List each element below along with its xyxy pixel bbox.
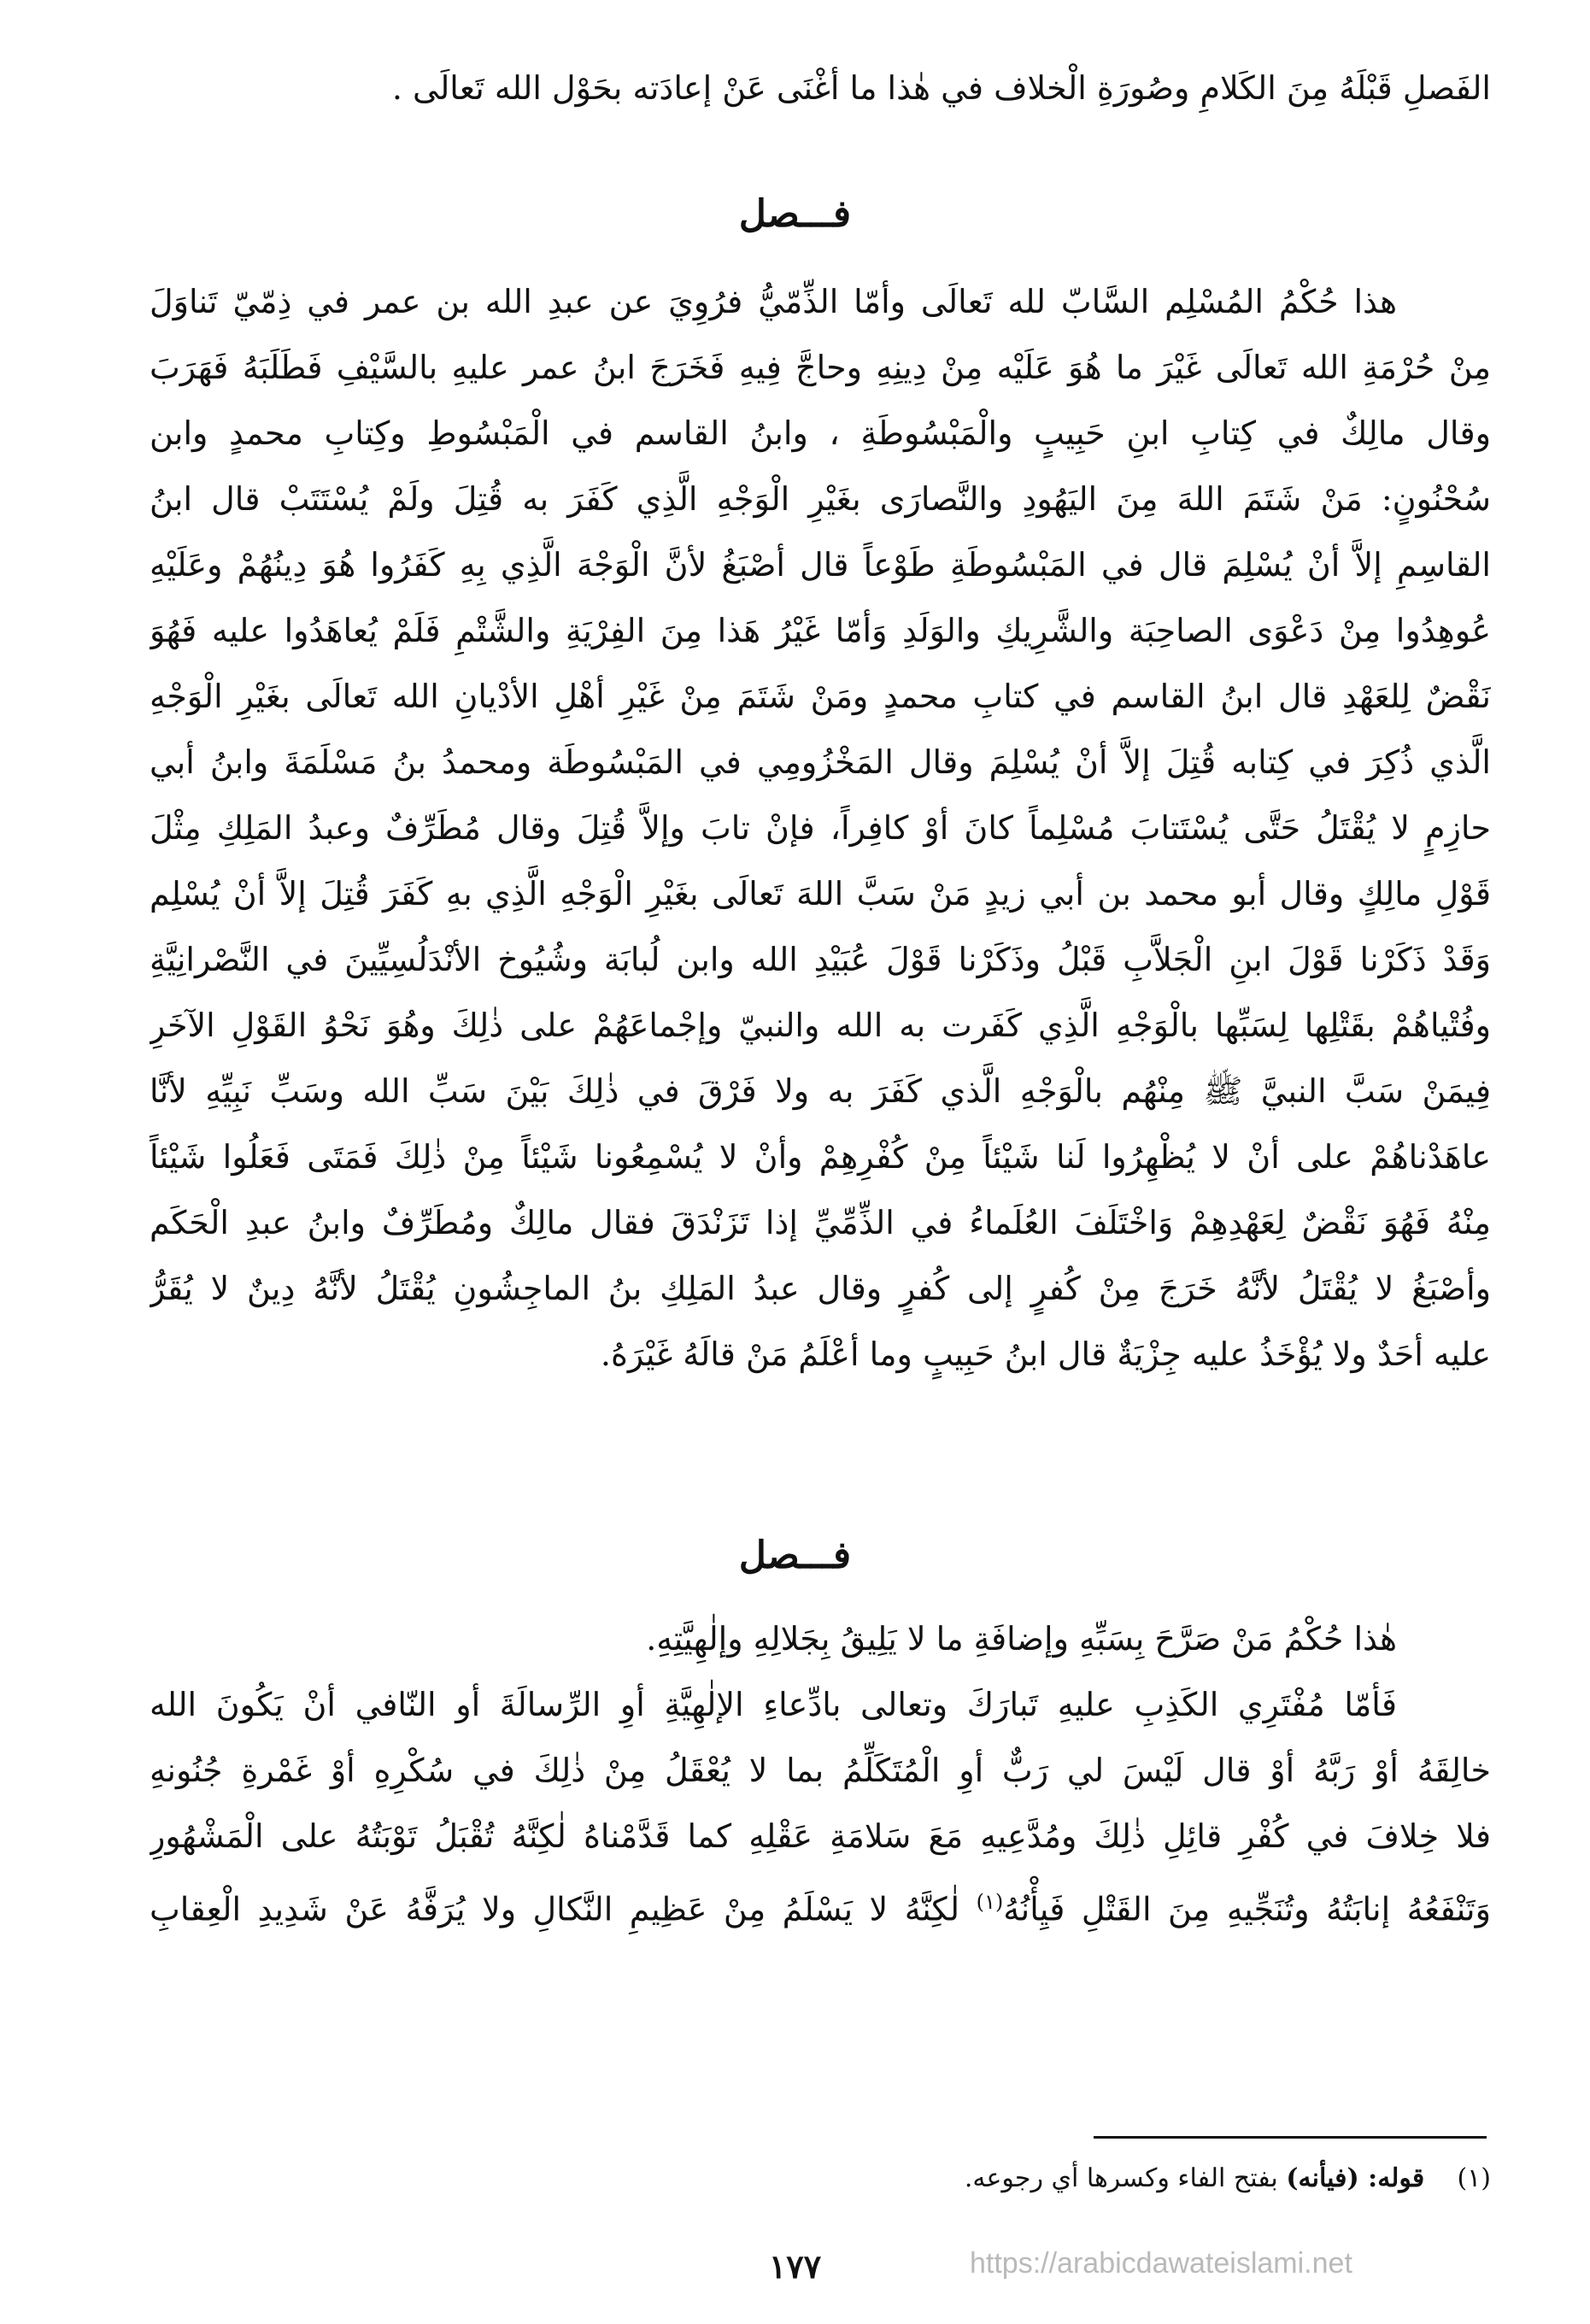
watermark-url: https://arabicdawateislami.net [970, 2247, 1352, 2280]
text-line: وفُتْياهُمْ بقَتْلِها لِسَبِّها بالْوَجْهِ الَّذِي كَفَرت به الله والنبيّ وإجْماعَهُمْ على ذٰلِكَ وهُوَ نَحْوُ القَوْلِ الآخَرِ [150, 1006, 1491, 1044]
text-line: فَأمّا مُفْتَرِي الكَذِبِ عليهِ تَبارَكَ وتعالى بادِّعاءِ الإلٰهِيَّةِ أوِ الرِّسالَةَ أو النّافي أنْ يَكُونَ الله [150, 1686, 1397, 1723]
text-line: هذا حُكْمُ المُسْلِم السَّابّ لله تَعالَى وأمّا الذِّمّيُّ فرُوِيَ عن عبدِ الله بن عمر في ذِمّيّ تَناوَلَ [150, 283, 1397, 320]
text-line: سُحْنُونٍ: مَنْ شَتَمَ اللهَ مِنَ اليَهُودِ والنَّصارَى بغَيْرِ الْوَجْهِ الَّذِي كَفَرَ به قُتِلَ ولَمْ يُسْتَتَبْ قال ابنُ [150, 480, 1491, 518]
text-line: فلا خِلافَ في كُفْرِ قائِلِ ذٰلِكَ ومُدَّعِيهِ مَعَ سَلامَةِ عَقْلِهِ كما قَدَّمْناهُ لٰكِنَّهُ تُقْبَلُ تَوْبَتُهُ على الْمَشْهُورِ [150, 1817, 1491, 1855]
text-line: هٰذا حُكْمُ مَنْ صَرَّحَ بِسَبِّهِ وإضافَةِ ما لا يَلِيقُ بِجَلالِهِ وإلٰهِيَّتِهِ. [646, 1620, 1397, 1658]
footnote-label: قوله: (فيأنه) [1286, 2163, 1425, 2193]
text-line: عليه أحَدٌ ولا يُؤْخَذُ عليه جِزْيَةٌ قال ابنُ حَبِيبٍ وما أعْلَمُ مَنْ قالَهُ غَيْرَهُ. [600, 1335, 1491, 1373]
text-line: وأصْبَغُ لا يُقْتَلُ لأنَّهُ خَرَجَ مِنْ كُفرٍ إلى كُفرٍ وقال عبدُ المَلِكِ بنُ الماجِشُونِ يُقْتَلُ لأنَّهُ دِينٌ لا يُقَرُّ [150, 1270, 1491, 1307]
text-line [150, 1869, 1491, 1943]
text-line: عاهَدْناهُمْ على أنْ لا يُظْهِرُوا لَنا شَيْئاً مِنْ كُفْرِهِمْ وأنْ لا يُسْمِعُونا شَيْئاً مِنْ ذٰلِكَ فَمَتَى فَعَلُوا شَيْئاً [150, 1138, 1491, 1176]
intro-paragraph [150, 56, 1491, 121]
text-line: الَّذي ذُكِرَ في كِتابه قُتِلَ إلاَّ أنْ يُسْلِمَ وقال المَخْزُومِي في المَبْسُوطَة ومحمدُ بنُ مَسْلَمَةَ وابنُ أبي [150, 743, 1491, 781]
footnote-marker: (١) [976, 1890, 1004, 1914]
text-line: القاسِمِ إلاَّ أنْ يُسْلِمَ قال في المَبْسُوطَةِ طَوْعاً قال أصْبَغُ لأنَّ الْوَجْهَ الَّذِي بِهِ كَفَرُوا هُوَ دِينُهُمْ وعَلَيْهِ [150, 546, 1491, 584]
footnote-number: (١) [1457, 2163, 1491, 2193]
text-line: عُوهِدُوا مِنْ دَعْوَى الصاحِبَة والشَّرِيكِ والوَلَدِ وَأمّا غَيْرُ هَذا مِنَ الفِرْيَةِ والشَّتْمِ فَلَمْ يُعاهَدُوا عليه فَهُوَ [150, 612, 1491, 649]
text-segment: وَتَنْفَعُهُ إنابَتُهُ وتُنَجِّيهِ مِنَ القَتْلِ فَيِأْنُهُ [1003, 1890, 1491, 1928]
text-line: نَقْضٌ لِلعَهْدِ قال ابنُ القاسم في كتابِ محمدٍ ومَنْ شَتَمَ مِنْ غَيْرِ أهْلِ الأدْيانِ الله تَعالَى بغَيْرِ الْوَجْهِ [150, 678, 1491, 715]
text-line: مِنْ حُرْمَةِ الله تَعالَى غَيْرَ ما هُوَ عَلَيْه مِنْ دِينِهِ وحاجَّ فِيهِ فَخَرَجَ ابنُ عمر عليهِ بالسَّيْفِ فَطَلَبَهُ فَهَرَبَ [150, 349, 1491, 386]
text-segment: لٰكِنَّهُ لا يَسْلَمُ مِنْ عَظِيمِ النَّكالِ ولا يُرَفَّهُ عَنْ شَدِيدِ الْعِقابِ [150, 1890, 960, 1928]
text-line: قَوْلِ مالِكٍ وقال أبو محمد بن أبي زيدٍ مَنْ سَبَّ اللهَ تَعالَى بغَيْرِ الْوَجْهِ الَّذِي بهِ كَفَرَ قُتِلَ إلاَّ أنْ يُسْلِم [150, 875, 1491, 913]
section-1-body [150, 269, 1491, 1388]
text-line: مِنْهُ فَهُوَ نَقْضٌ لِعَهْدِهِمْ وَاخْتَلَفَ العُلَماءُ في الذِّمِّيِّ إذا تَزَنْدَقَ فقال مالِكٌ ومُطَرِّفٌ وابنُ عبدِ الْحَكَم [150, 1204, 1491, 1241]
text-line: فِيمَنْ سَبَّ النبيَّ ﷺ مِنْهُم بالْوَجْهِ الَّذي كَفَرَ به ولا فَرْقَ في ذٰلِكَ بَيْنَ سَبِّ الله وسَبِّ نَبِيِّهِ لأنَّا [150, 1072, 1491, 1110]
footnote-separator [1094, 2136, 1487, 2139]
text-line: وقال مالِكٌ في كِتابِ ابنِ حَبِيبٍ والْمَبْسُوطَةِ ، وابنُ القاسم في الْمَبْسُوطِ وكِتابِ محمدٍ وابن [150, 414, 1491, 452]
text-line: وَقَدْ ذَكَرْنا قَوْلَ ابنِ الْجَلاَّبِ قَبْلُ وذَكَرْنا قَوْلَ عُبَيْدِ الله وابن لُبابَة وشُيُوخ الأنْدَلُسِيِّينَ في النَّصْرانِيَّةِ [150, 941, 1491, 978]
page-number: ١٧٧ [768, 2247, 822, 2286]
section-heading: فـــصل [738, 192, 852, 236]
section-2-body [150, 1606, 1491, 1943]
footnote-text: بفتح الفاء وكسرها أي رجوعه. [964, 2163, 1278, 2193]
footnote [150, 2157, 1491, 2200]
text-line: حازِمٍ لا يُقْتَلُ حَتَّى يُسْتَتابَ مُسْلِماً كانَ أوْ كافِراً، فإنْ تابَ وإلاَّ قُتِلَ وقال مُطَرِّفٌ وعبدُ المَلِكِ مِثْلَ [150, 809, 1491, 847]
text-line: خالِقَهُ أوْ رَبَّهُ أوْ قال لَيْسَ لي رَبٌّ أوِ الْمُتَكَلِّمُ بما لا يُعْقَلُ مِنْ ذٰلِكَ في سُكْرِهِ أوْ غَمْرةِ جُنُونهِ [150, 1752, 1491, 1789]
section-heading: فـــصل [738, 1534, 852, 1577]
text-line: الفَصلِ قَبْلَهُ مِنَ الكَلامِ وصُورَةِ الْخلاف في هٰذا ما أغْنَى عَنْ إعادَته بحَوْل الله تَعالَى . [391, 69, 1491, 107]
